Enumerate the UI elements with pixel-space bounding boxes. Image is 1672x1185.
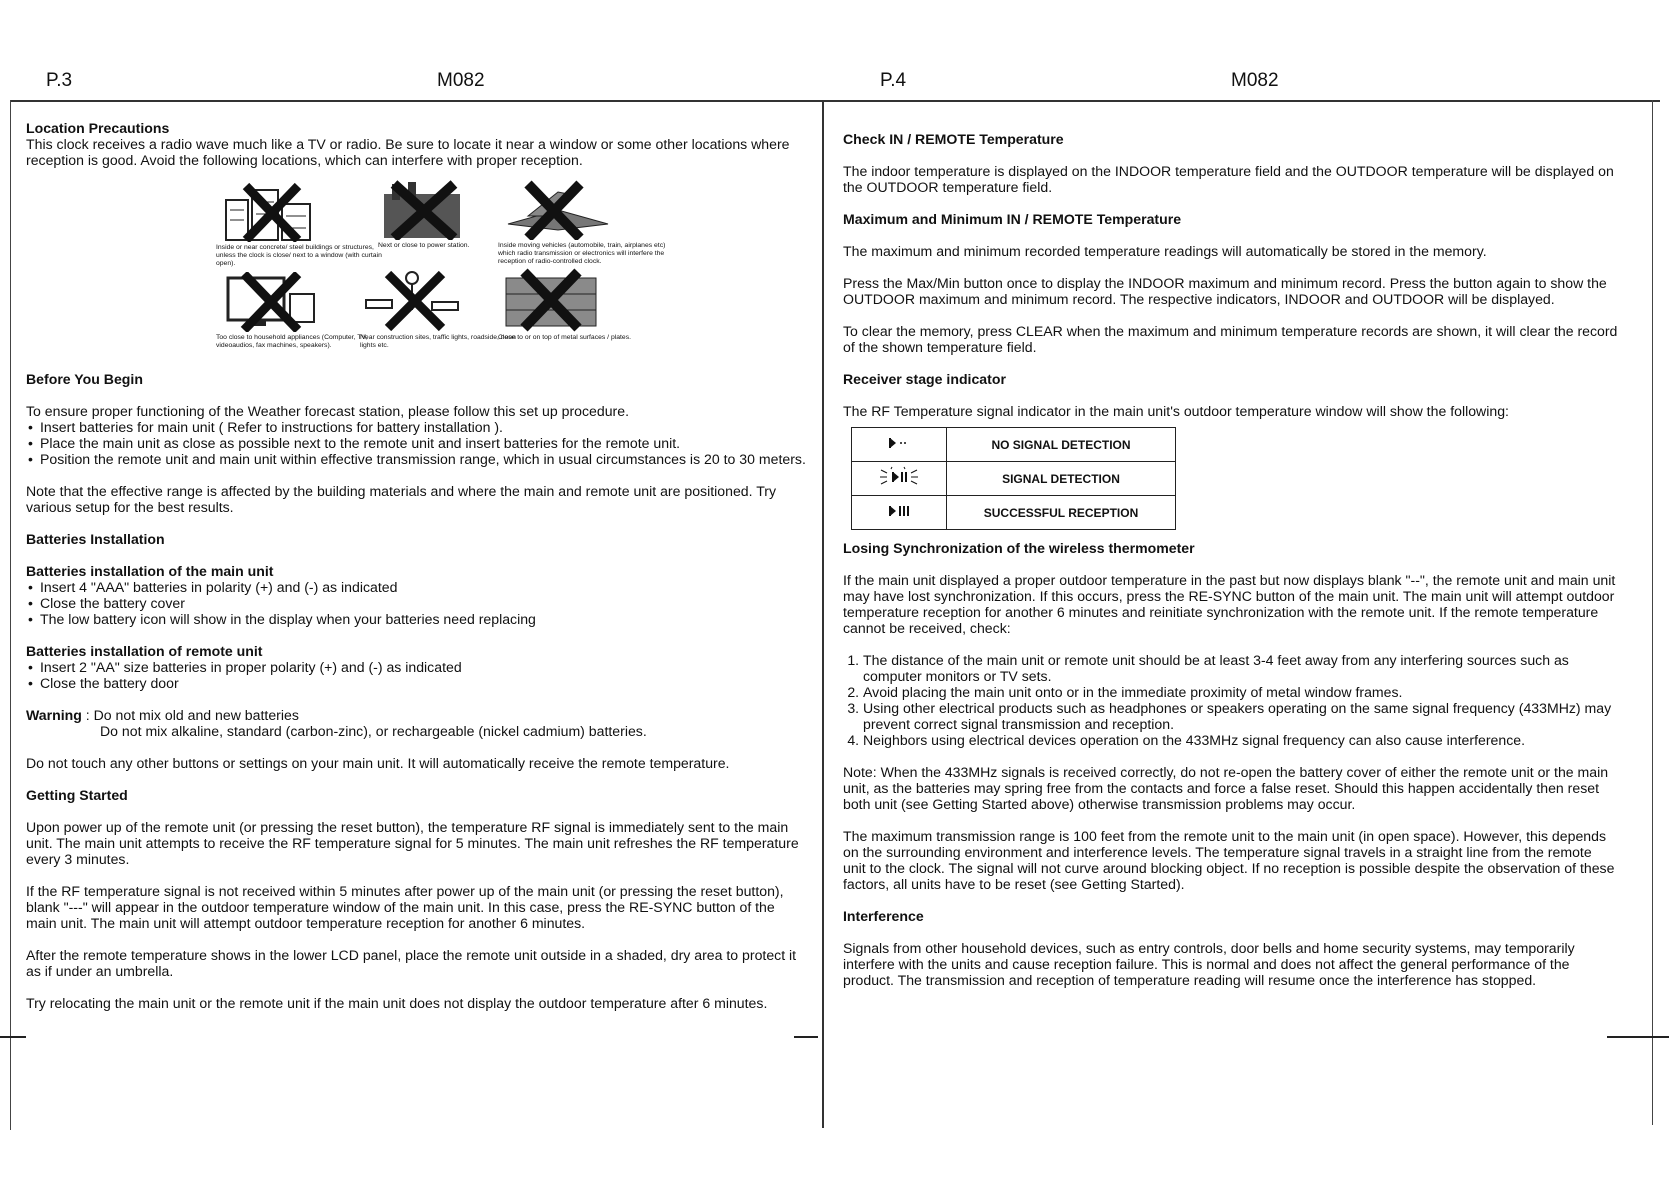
successful-reception-icon: [887, 504, 911, 518]
fold-mark-center: [794, 1036, 818, 1038]
signal-indicator-table: [851, 427, 1176, 530]
signal-label: SIGNAL DETECTION: [947, 462, 1176, 496]
construction-icon: [360, 266, 470, 332]
frame-left-border: [10, 100, 11, 1130]
metal-surface-icon: [498, 266, 608, 332]
location-icons-grid: [26, 180, 806, 365]
signal-label: NO SIGNAL DETECTION: [947, 428, 1176, 462]
page-3-content: [26, 120, 806, 1011]
frame-top-border: [10, 100, 1660, 102]
location-icon-caption: Too close to household appliances (Computer, TV, videoaudios, fax machines, speakers).: [216, 334, 368, 349]
fold-mark-left: [0, 1036, 26, 1038]
frame-right-border: [1652, 100, 1653, 1125]
getting-started-p1: Upon power up of the remote unit (or pressing the reset button), the temperature RF signal is immediately sent to the main unit. The main unit attempts to receive the RF temperature signal for 5 minutes. The main unit refreshes the RF temperature every 3 minutes.: [26, 819, 799, 867]
list-item: • Insert batteries for main unit ( Refer to instructions for battery installation ).: [26, 419, 806, 435]
page-number-p4: P.4: [880, 70, 907, 91]
no-signal-icon: [887, 436, 911, 450]
batteries-main-heading: Batteries installation of the main unit: [26, 563, 274, 579]
list-item: • Insert 4 "AAA" batteries in polarity (+) and (-) as indicated: [26, 579, 806, 595]
list-item: 3. Using other electrical products such as headphones or speakers operating on the same signal frequency (433MHz) may prevent correct signal transmission and reception.: [863, 700, 1618, 732]
list-item: 1. The distance of the main unit or remote unit should be at least 3-4 feet away from any interfering sources such as computer monitors or TV sets.: [863, 652, 1618, 684]
check-text: The indoor temperature is displayed on the INDOOR temperature field and the OUTDOOR temperature will be displayed on the OUTDOOR temperature field.: [843, 163, 1614, 195]
buildings-icon: [216, 182, 346, 242]
location-icon-caption: Inside or near concrete/ steel buildings or structures, unless the clock is close/ next to a window (with curtain open).: [216, 244, 382, 267]
model-label-left: M082: [437, 70, 485, 91]
getting-started-p3: After the remote temperature shows in the lower LCD panel, place the remote unit outside in a shaded, dry area to protect it as if under an umbrella.: [26, 947, 797, 979]
location-text: This clock receives a radio wave much like a TV or radio. Be sure to locate it near a window or some other locations where reception is good. Avoid the following locations, which can interfere with proper reception.: [26, 136, 790, 168]
before-intro: To ensure proper functioning of the Weather forecast station, please follow this set up procedure.: [26, 403, 629, 419]
location-icon-3: [498, 180, 668, 266]
interference-heading: Interference: [843, 908, 924, 924]
location-icon-caption: Inside moving vehicles (automobile, train, airplanes etc) which radio transmission or electronics will interfere the reception of radio-controlled clock.: [498, 242, 666, 265]
power-station-icon: [378, 180, 478, 240]
losing-checklist: [843, 652, 1618, 748]
maxmin-p3: To clear the memory, press CLEAR when the maximum and minimum temperature records are shown, it will clear the record of the shown temperature field.: [843, 323, 1618, 355]
maxmin-p1: The maximum and minimum recorded temperature readings will automatically be stored in the memory.: [843, 243, 1487, 259]
warning-text: : Do not mix old and new batteries: [81, 707, 299, 723]
before-list: [26, 419, 806, 467]
location-icon-caption: Next or close to power station.: [378, 242, 470, 249]
list-item: 4. Neighbors using electrical devices operation on the 433MHz signal frequency can also cause interference.: [863, 732, 1618, 748]
location-icon-6: [498, 266, 668, 342]
list-item: • The low battery icon will show in the display when your batteries need replacing: [26, 611, 806, 627]
losing-note: Note: When the 433MHz signals is received correctly, do not re-open the battery cover of either the remote unit or the main unit, as the batteries may spring free from the contacts and force a false reset. Should this happen accidentally then reset both unit (see Getting Started above) otherwise transmission problems may occur.: [843, 764, 1609, 812]
batteries-heading: Batteries Installation: [26, 531, 165, 547]
getting-started-heading: Getting Started: [26, 787, 128, 803]
warning-line-2: Do not mix alkaline, standard (carbon-zinc), or rechargeable (nickel cadmium) batteries.: [100, 723, 647, 739]
getting-started-p2: If the RF temperature signal is not received within 5 minutes after power up of the main unit (or pressing the reset button), blank "---" will appear in the outdoor temperature window of the main unit. In this case, press the RE-SYNC button of the main unit. The main unit will attempt outdoor temperature reception for another 6 minutes.: [26, 883, 784, 931]
table-row: [852, 462, 1176, 496]
touch-note: Do not touch any other buttons or settings on your main unit. It will automatically receive the remote temperature.: [26, 755, 730, 771]
page-number-p3: P.3: [46, 70, 73, 91]
losing-intro: If the main unit displayed a proper outdoor temperature in the past but now displays blank "--", the remote unit and main unit may have lost synchronization. If this occurs, press the RE-SYNC button of the main unit. The main unit will attempt outdoor temperature reception for another 6 minutes and reinitiate synchronization with the remote unit. If the remote temperature cannot be received, check:: [843, 572, 1616, 636]
signal-label: SUCCESSFUL RECEPTION: [947, 496, 1176, 530]
losing-heading: Losing Synchronization of the wireless thermometer: [843, 540, 1195, 556]
page-divider: [822, 100, 824, 1128]
batteries-main-list: [26, 579, 806, 627]
model-label-right: M082: [1231, 70, 1279, 91]
warning-line: [26, 707, 806, 723]
batteries-remote-list: [26, 659, 806, 691]
vehicles-icon: [498, 180, 618, 240]
appliances-icon: [216, 272, 346, 332]
getting-started-p4: Try relocating the main unit or the remote unit if the main unit does not display the outdoor temperature after 6 minutes.: [26, 995, 768, 1011]
list-item: • Position the remote unit and main unit within effective transmission range, which in usual circumstances is 20 to 30 meters.: [26, 451, 806, 467]
batteries-remote-heading: Batteries installation of remote unit: [26, 643, 263, 659]
maxmin-p2: Press the Max/Min button once to display the INDOOR maximum and minimum record. Press the button again to show the OUTDOOR maximum and minimum record. The respective indicators, INDOOR and OUTDOOR will be displayed.: [843, 275, 1607, 307]
check-heading: Check IN / REMOTE Temperature: [843, 131, 1064, 147]
list-item: 2. Avoid placing the main unit onto or in the immediate proximity of metal window frames.: [863, 684, 1618, 700]
list-item: • Close the battery door: [26, 675, 806, 691]
list-item: • Place the main unit as close as possible next to the remote unit and insert batteries for the remote unit.: [26, 435, 806, 451]
signal-detection-icon: [877, 466, 921, 488]
list-item: • Insert 2 "AA" size batteries in proper polarity (+) and (-) as indicated: [26, 659, 806, 675]
table-row: [852, 496, 1176, 530]
range-text: The maximum transmission range is 100 feet from the remote unit to the main unit (in open space). However, this depends on the surrounding environment and interference levels. The temperature signal travels in a straight line from the remote unit to the clock. The signal will not curve around blocking object. If no reception is possible despite the observation of these factors, all units have to be reset (see Getting Started).: [843, 828, 1615, 892]
receiver-heading: Receiver stage indicator: [843, 371, 1006, 387]
list-item: • Close the battery cover: [26, 595, 806, 611]
page-4-content: [843, 131, 1618, 988]
interference-text: Signals from other household devices, such as entry controls, door bells and home security systems, may temporarily interfere with the units and cause reception failure. This is normal and does not affect the general performance of the product. The transmission and reception of temperature reading will resume once the interference has stopped.: [843, 940, 1575, 988]
warning-label: Warning: [26, 707, 82, 723]
location-heading: Location Precautions: [26, 120, 170, 136]
location-icon-caption: Near construction sites, traffic lights, roadside, neon lights etc.: [360, 334, 516, 349]
before-note: Note that the effective range is affected by the building materials and where the main and remote unit are positioned. Try various setup for the best results.: [26, 483, 777, 515]
fold-mark-right: [1607, 1036, 1669, 1038]
before-heading: Before You Begin: [26, 371, 143, 387]
receiver-text: The RF Temperature signal indicator in the main unit's outdoor temperature window will show the following:: [843, 403, 1509, 419]
location-icon-1: [216, 182, 386, 268]
location-icon-caption: Close to or on top of metal surfaces / plates.: [498, 334, 631, 341]
table-row: [852, 428, 1176, 462]
maxmin-heading: Maximum and Minimum IN / REMOTE Temperature: [843, 211, 1182, 227]
